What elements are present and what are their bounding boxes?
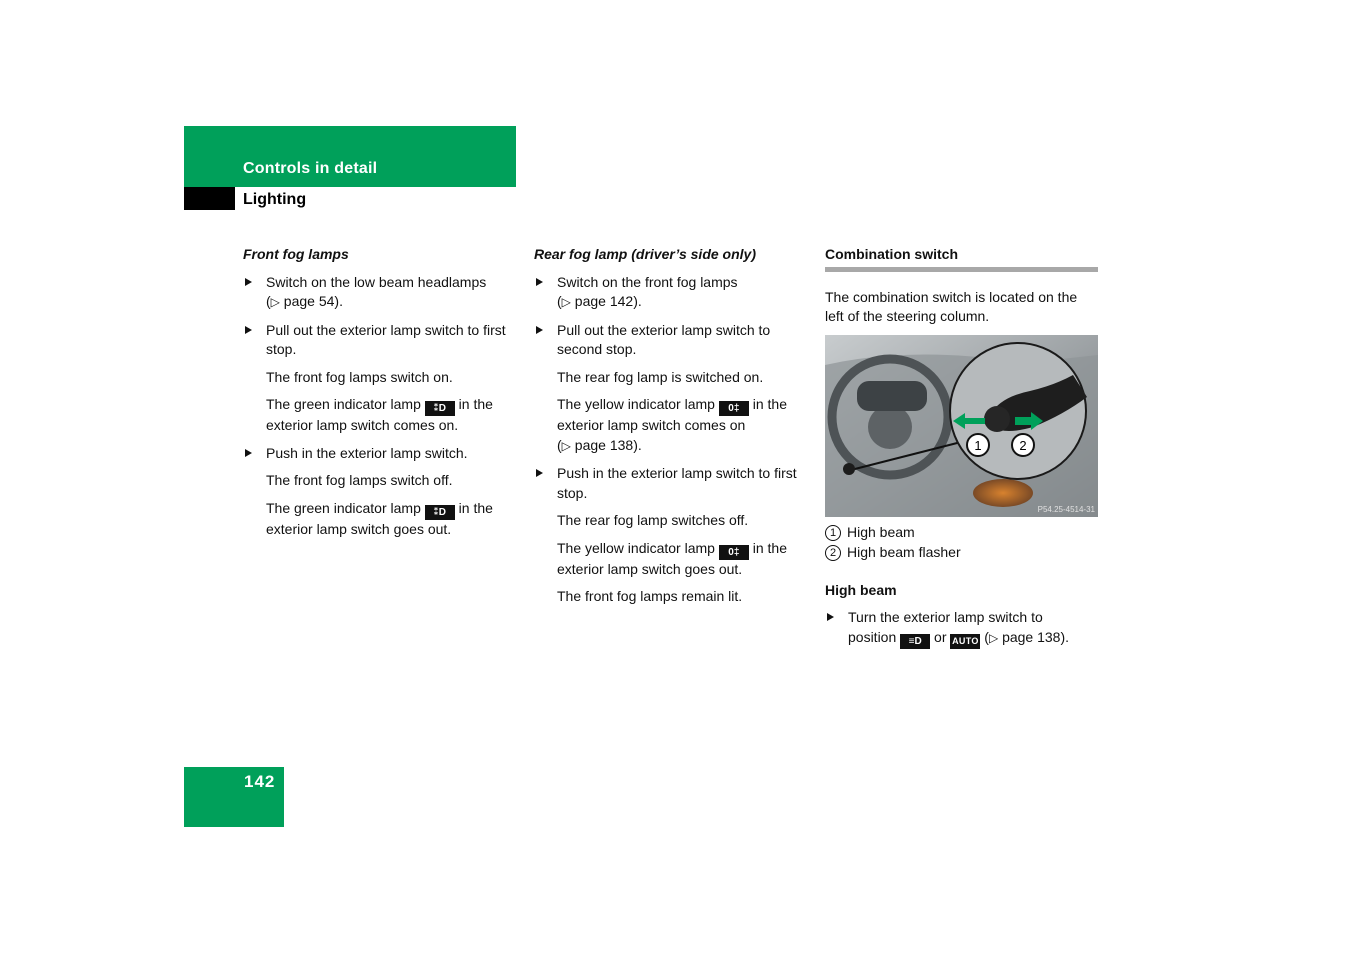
result-text: The front fog lamps switch on. — [266, 368, 453, 385]
legend-number-icon: 1 — [825, 525, 841, 541]
legend-number-icon: 2 — [825, 545, 841, 561]
rear-fog-column — [534, 245, 809, 615]
lever-small — [843, 463, 855, 475]
result-text: The rear fog lamp is switched on. — [557, 368, 764, 385]
figure-code: P54.25-4514-31 — [1037, 504, 1095, 514]
page-ref-icon: ▷ — [561, 295, 571, 309]
intro-text: The combination switch is located on the left of the steering column. — [825, 288, 1078, 324]
page-ref-icon: ▷ — [988, 630, 999, 645]
result-text: The green indicator lamp ⁑D in the exterior lamp switch comes on. — [266, 396, 493, 433]
result-text: The front fog lamps switch off. — [266, 472, 453, 488]
result-text: The yellow indicator lamp 0‡ in the exterior lamp switch goes out. — [557, 539, 787, 577]
bullet-triangle-icon — [536, 469, 543, 477]
step: Switch on the low beam headlamps (▷ page 54). — [243, 273, 518, 313]
auto-indicator-icon: AUTO — [950, 634, 980, 649]
legend-item: 1 High beam — [825, 523, 1098, 543]
page-ref-icon: ▷ — [270, 295, 280, 309]
bullet-triangle-icon — [245, 278, 252, 286]
low-beam-indicator-icon: ≡D — [900, 634, 930, 649]
page-number: 142 — [244, 772, 276, 791]
result-text: The front fog lamps remain lit. — [557, 588, 743, 604]
rear-fog-heading: Rear fog lamp (driver’s side only) — [534, 246, 756, 262]
page-ref-icon: ▷ — [561, 438, 571, 453]
rear-fog-indicator-icon: 0‡ — [719, 401, 749, 416]
step: Turn the exterior lamp switch to position ≡D or AUTO (▷ page 138). — [825, 608, 1098, 649]
section-title: Controls in detail — [243, 160, 378, 177]
step: Switch on the front fog lamps (▷ page 142). — [534, 273, 809, 313]
bullet-triangle-icon — [536, 278, 543, 286]
bullet-triangle-icon — [245, 449, 252, 457]
result-text: The green indicator lamp ⁑D in the exterior lamp switch goes out. — [266, 499, 493, 537]
front-fog-indicator-icon: ⁑D — [425, 401, 455, 416]
front-fog-indicator-icon: ⁑D — [425, 505, 455, 520]
callout-1-label: 1 — [974, 437, 982, 453]
steering-hub — [868, 405, 912, 449]
result-text: The yellow indicator lamp 0‡ in the exterior lamp switch comes on (▷ page 138). — [557, 396, 787, 453]
step: Pull out the exterior lamp switch to second stop. — [534, 321, 809, 360]
high-beam-heading: High beam — [825, 581, 897, 598]
bullet-triangle-icon — [245, 326, 252, 334]
front-fog-heading: Front fog lamps — [243, 246, 349, 262]
front-fog-column — [243, 245, 518, 547]
wood-trim — [973, 479, 1033, 507]
instrument-cluster — [857, 381, 927, 411]
step: Pull out the exterior lamp switch to first stop. — [243, 321, 518, 360]
bullet-triangle-icon — [827, 613, 834, 621]
legend-item: 2 High beam flasher — [825, 543, 1098, 563]
result-text: The rear fog lamp switches off. — [557, 512, 749, 528]
heading-rule — [825, 267, 1098, 272]
combination-switch-figure — [825, 335, 1098, 517]
step: Push in the exterior lamp switch. — [243, 444, 518, 464]
step: Push in the exterior lamp switch to first stop. — [534, 464, 809, 503]
bullet-triangle-icon — [536, 326, 543, 334]
combination-heading: Combination switch — [825, 246, 958, 262]
callout-2-label: 2 — [1019, 437, 1027, 453]
rear-fog-indicator-icon: 0‡ — [719, 545, 749, 560]
combination-column — [825, 245, 1098, 657]
subsection-marker — [184, 187, 235, 210]
subsection-title: Lighting — [243, 191, 307, 208]
lever-knob — [984, 406, 1010, 432]
